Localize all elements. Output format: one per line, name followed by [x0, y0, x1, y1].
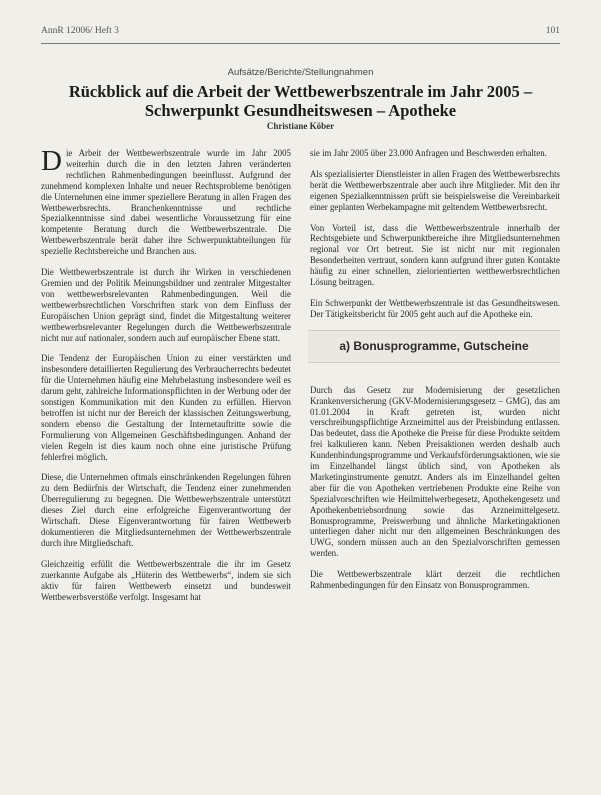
- header-rule: [41, 43, 560, 44]
- paragraph: Die Tendenz der Europäischen Union zu einer verstärkten und insbesondere detaillierten Regulierung des Verbraucherrechts bedeutet für die Unternehmen häufig eine Mehrbelastung insbesondere weil es darum geht, zahlreiche Informationspflichten in der Werbung oder der sonstigen Kommunikation mit den Kunden zu erfüllen. Hiervon betroffen ist nicht nur der Bereich der klassischen Zeitungswerbung, sondern ebenso die Gestaltung der Internetauftritte sowie die Formulierung von Allgemeinen Geschäftsbedingungen. Anhand der vielen Regeln ist dies kaum noch ohne eine juristische Prüfung fehlerfrei möglich.: [41, 353, 291, 462]
- section-subheading: a) Bonusprogramme, Gutscheine: [308, 330, 560, 363]
- paragraph: [41, 145, 291, 257]
- author-name: Christiane Köber: [266, 121, 335, 131]
- paragraph-text: ie Arbeit der Wettbewerbszentrale wurde im Jahr 2005 weiterhin durch die in den letzten Jahren veränderten rechtlichen Rahmenbedingungen beeinflusst. Aufgrund der zunehmend komplexen Inhalte und neuer Rechtsprobleme benötigen die Unternehmen eine immer speziellere Beratung in allen Fragen des Wettbewerbsrechts. Branchenkenntnisse und rechtliche Spezialkenntnisse sind dabei wesentliche Voraussetzung für eine kompetente Beratung durch die Wettbewerbszentrale. Die Wettbewerbszentrale berät daher ihre Schwerpunktabteilungen für spezielle Rechtsbereiche und Branchen aus.: [41, 148, 291, 257]
- paragraph: Als spezialisierter Dienstleister in allen Fragen des Wettbewerbsrechts berät die Wettbewerbszentrale aber auch ihre Mitglieder. Mit den ihr eigenen Spezialkenntnissen prüft sie beispielsweise die Vereinbarkeit einer geplanten Werbekampagne mit geltendem Wettbewerbsrecht.: [310, 168, 560, 212]
- running-header: [41, 26, 560, 40]
- title-line-1: Rückblick auf die Arbeit der Wettbewerbszentrale im Jahr 2005 –: [68, 82, 533, 101]
- paragraph: Diese, die Unternehmen oftmals einschränkenden Regelungen führen zu dem Bedürfnis der Wirtschaft, die Tendenz einer zunehmenden Überregulierung zu begegnen. Die Wettbewerbszentrale unterstützt dieses Ziel durch eine erfolgreiche Eigenverantwortung der Wirtschaft. Diese Eigenverantwortung für fairen Wettbewerb dokumentieren die Mitgliedsunternehmen der Wettbewerbszentrale durch ihre Mitgliedschaft.: [41, 472, 291, 548]
- paragraph: Von Vorteil ist, dass die Wettbewerbszentrale innerhalb der Rechtsgebiete und Schwerpunktbereiche ihre Mitgliedsunternehmen regional vor Ort betreut. Sie ist nicht nur mit regionalen Besonderheiten vertraut, sondern kann aufgrund ihrer guten Kontakte häufig zu einer schnellen, zielorientierten wettbewerbsrechtlichen Lösung beitragen.: [310, 222, 560, 288]
- paragraph: Die Wettbewerbszentrale ist durch ihr Wirken in verschiedenen Gremien und der Politik Meinungsbildner und zentraler Mitgestalter von wettbewerbsrelevanten Rahmenbedingungen. Weil die wettbewerbsrechtlichen Vorschriften stark von dem Einfluss der Europäischen Union geprägt sind, findet die Mitgestaltung weiterer wettbewerbsrelevanter Regelungen durch die Wettbewerbszentrale nicht nur auf nationaler, sondern auch auf europäischer Ebene statt.: [41, 267, 291, 343]
- right-column: [310, 148, 560, 788]
- page-number: 101: [545, 26, 560, 36]
- paragraph: Durch das Gesetz zur Modernisierung der gesetzlichen Krankenversicherung (GKV-Modernisierungsgesetz – GMG), das am 01.01.2004 in Kraft getreten ist, wurden nicht verschreibungspflichtige Arzneimittel aus der Preisbindung entlassen. Das bedeutet, dass die Apotheke die Preise für diese Produkte seitdem frei kalkulieren kann. Neben Preisaktionen werden deshalb auch Kundenbindungsprogramme und Verkaufsförderungsaktionen, wie sie im Einzelhandel längst üblich sind, von Apotheken als Marketinginstrumente genutzt. Anders als im Einzelhandel gelten aber für die von Apotheken vertriebenen Produkte eine Reihe von Spezialvorschriften wie Heilmittelwerbegesetz, Apothekengesetz und Apothekenbetriebsordnung sowie das Arzneimittelgesetz. Bonusprogramme, Preiswerbung und ähnliche Marketingaktionen unterliegen daher nicht nur den allgemeinen Beschränkungen des UWG, sondern müssen auch an den Spezialvorschriften gemessen werden.: [310, 384, 560, 559]
- journal-reference: AnnR 12006/ Heft 3: [41, 26, 119, 36]
- paragraph: Ein Schwerpunkt der Wettbewerbszentrale ist das Gesundheitswesen. Der Tätigkeitsbericht für 2005 geht auch auf die Apotheke ein.: [310, 297, 560, 319]
- paragraph: sie im Jahr 2005 über 23.000 Anfragen und Beschwerden erhalten.: [310, 148, 547, 158]
- article-title: [30, 82, 571, 120]
- drop-cap: D: [41, 145, 62, 177]
- paragraph: Die Wettbewerbszentrale klärt derzeit die rechtlichen Rahmenbedingungen für den Einsatz von Bonusprogrammen.: [310, 569, 560, 591]
- section-label: Aufsätze/Berichte/Stellungnahmen: [227, 67, 374, 78]
- left-column: [41, 145, 291, 788]
- title-line-2: Schwerpunkt Gesundheitswesen – Apotheke: [144, 101, 457, 120]
- paragraph: Gleichzeitig erfüllt die Wettbewerbszentrale die ihr im Gesetz zuerkannte Aufgabe als „Hüterin des Wettbewerbs“, indem sie sich aktiv für fairen Wettbewerb einsetzt und bundesweit Wettbewerbsverstöße verfolgt. Insgesamt hat: [41, 558, 291, 602]
